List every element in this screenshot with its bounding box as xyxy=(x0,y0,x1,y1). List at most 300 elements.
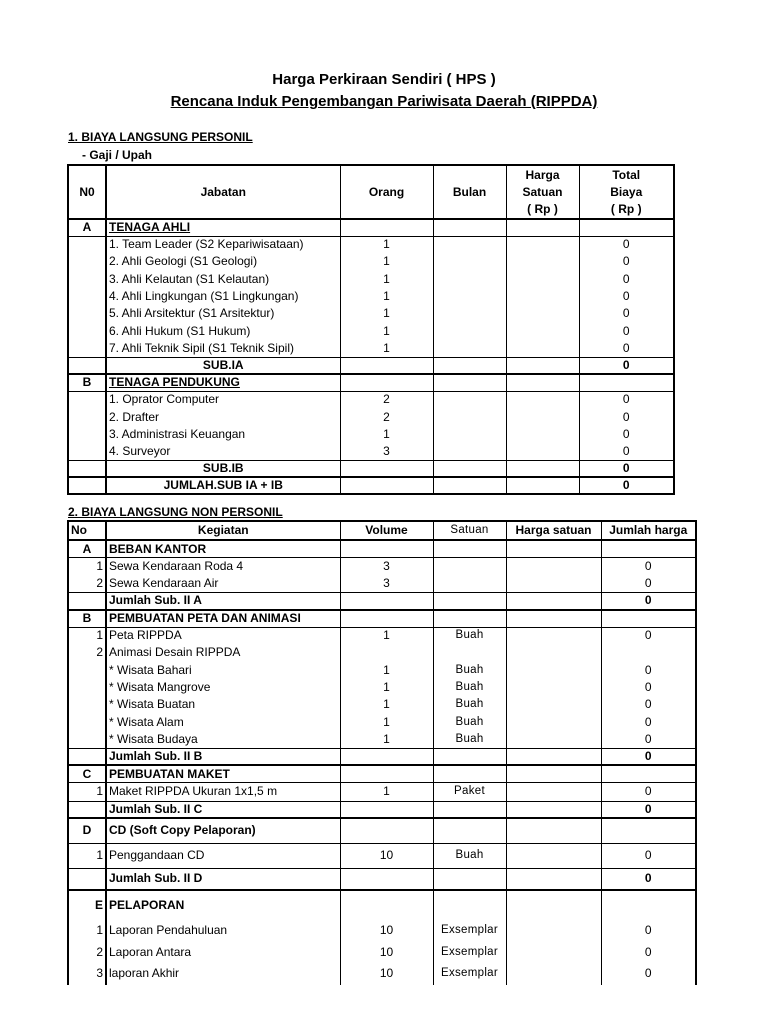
row-no: 2 xyxy=(68,575,106,593)
row-orang: 2 xyxy=(340,408,433,425)
col-harga-header: Harga satuan xyxy=(506,521,601,540)
row-total: 0 xyxy=(579,288,674,305)
row-harga xyxy=(506,575,601,593)
group-header-row xyxy=(68,540,696,558)
table-row xyxy=(68,253,674,270)
row-volume: 10 xyxy=(340,920,433,942)
row-harga xyxy=(506,408,579,425)
empty-cell xyxy=(601,540,696,558)
row-harga xyxy=(506,713,601,730)
col-total-header xyxy=(579,165,674,219)
row-harga xyxy=(506,443,579,460)
empty-cell xyxy=(340,765,433,783)
empty-cell xyxy=(340,818,433,843)
subtotal-satuan-cell xyxy=(433,801,506,818)
empty-cell xyxy=(601,890,696,920)
row-no-cell xyxy=(68,340,106,357)
row-jumlah: 0 xyxy=(601,627,696,644)
empty-cell xyxy=(433,219,506,236)
row-no: 1 xyxy=(68,920,106,942)
empty-cell xyxy=(340,540,433,558)
row-kegiatan: * Wisata Bahari xyxy=(106,662,340,679)
row-kegiatan: * Wisata Buatan xyxy=(106,696,340,713)
row-jumlah: 0 xyxy=(601,662,696,679)
row-harga xyxy=(506,426,579,443)
row-harga xyxy=(506,942,601,964)
row-orang: 2 xyxy=(340,391,433,408)
group-header-row xyxy=(68,610,696,628)
row-jumlah: 0 xyxy=(601,696,696,713)
col-orang-header: Orang xyxy=(340,165,433,219)
table-row xyxy=(68,340,674,357)
row-orang: 1 xyxy=(340,426,433,443)
row-total: 0 xyxy=(579,322,674,339)
sum-label: JUMLAH.SUB IA + IB xyxy=(106,477,340,494)
row-harga xyxy=(506,558,601,576)
subtotal-bulan-cell xyxy=(433,460,506,477)
row-bulan xyxy=(433,408,506,425)
row-kegiatan: Penggandaan CD xyxy=(106,843,340,868)
row-harga xyxy=(506,731,601,748)
row-bulan xyxy=(433,271,506,288)
empty-cell xyxy=(601,818,696,843)
document-title: Harga Perkiraan Sendiri ( HPS ) xyxy=(272,71,496,88)
subtotal-value: 0 xyxy=(601,801,696,818)
group-label: PELAPORAN xyxy=(106,890,340,920)
row-bulan xyxy=(433,236,506,253)
col-no-header: No xyxy=(68,521,106,540)
row-bulan xyxy=(433,340,506,357)
table-row xyxy=(68,288,674,305)
row-no xyxy=(68,713,106,730)
subtotal-row xyxy=(68,868,696,890)
subtotal-volume-cell xyxy=(340,748,433,765)
row-harga xyxy=(506,253,579,270)
row-harga xyxy=(506,305,579,322)
row-jumlah: 0 xyxy=(601,963,696,985)
row-jabatan: 6. Ahli Hukum (S1 Hukum) xyxy=(106,322,340,339)
col-bulan-header: Bulan xyxy=(433,165,506,219)
group-header-row xyxy=(68,765,696,783)
row-satuan: Buah xyxy=(433,731,506,748)
subtotal-value: 0 xyxy=(579,460,674,477)
row-jabatan: 7. Ahli Teknik Sipil (S1 Teknik Sipil) xyxy=(106,340,340,357)
row-total: 0 xyxy=(579,253,674,270)
sum-harga-cell xyxy=(506,477,579,494)
row-no xyxy=(68,662,106,679)
row-kegiatan: * Wisata Alam xyxy=(106,713,340,730)
row-volume: 10 xyxy=(340,963,433,985)
row-no-cell xyxy=(68,408,106,425)
row-no-cell xyxy=(68,288,106,305)
table-row xyxy=(68,443,674,460)
row-kegiatan: Maket RIPPDA Ukuran 1x1,5 m xyxy=(106,783,340,802)
row-jumlah: 0 xyxy=(601,558,696,576)
table-row xyxy=(68,731,696,748)
table-row xyxy=(68,662,696,679)
group-header-row xyxy=(68,374,674,391)
row-satuan: Buah xyxy=(433,679,506,696)
row-no-cell xyxy=(68,426,106,443)
row-total: 0 xyxy=(579,271,674,288)
row-satuan: Buah xyxy=(433,627,506,644)
col-jumlah-header: Jumlah harga xyxy=(601,521,696,540)
row-volume: 1 xyxy=(340,679,433,696)
row-jumlah xyxy=(601,644,696,661)
total-header-line3: ( Rp ) xyxy=(610,201,642,216)
subtotal-satuan-cell xyxy=(433,748,506,765)
subtotal-row xyxy=(68,801,696,818)
row-total: 0 xyxy=(579,305,674,322)
row-satuan: Buah xyxy=(433,713,506,730)
subtotal-label: Jumlah Sub. II A xyxy=(106,593,340,610)
subtotal-bulan-cell xyxy=(433,357,506,374)
subtotal-row xyxy=(68,748,696,765)
row-harga xyxy=(506,696,601,713)
row-volume: 1 xyxy=(340,731,433,748)
table-row xyxy=(68,843,696,868)
row-satuan xyxy=(433,644,506,661)
subtotal-no-cell xyxy=(68,593,106,610)
table-row xyxy=(68,322,674,339)
row-bulan xyxy=(433,322,506,339)
row-volume: 1 xyxy=(340,627,433,644)
subtotal-value: 0 xyxy=(601,868,696,890)
row-jabatan: 1. Oprator Computer xyxy=(106,391,340,408)
table-row xyxy=(68,426,674,443)
subtotal-label: SUB.IB xyxy=(106,460,340,477)
row-satuan xyxy=(433,558,506,576)
empty-cell xyxy=(506,219,579,236)
row-no xyxy=(68,696,106,713)
row-no xyxy=(68,679,106,696)
row-harga xyxy=(506,271,579,288)
sum-value: 0 xyxy=(579,477,674,494)
group-code: D xyxy=(68,818,106,843)
row-kegiatan: Sewa Kendaraan Roda 4 xyxy=(106,558,340,576)
empty-cell xyxy=(433,374,506,391)
row-jabatan: 4. Ahli Lingkungan (S1 Lingkungan) xyxy=(106,288,340,305)
row-total: 0 xyxy=(579,443,674,460)
row-harga xyxy=(506,340,579,357)
row-satuan: Exsemplar xyxy=(433,942,506,964)
subtotal-satuan-cell xyxy=(433,868,506,890)
group-label: BEBAN KANTOR xyxy=(106,540,340,558)
row-bulan xyxy=(433,426,506,443)
row-bulan xyxy=(433,443,506,460)
row-no-cell xyxy=(68,305,106,322)
row-kegiatan: * Wisata Mangrove xyxy=(106,679,340,696)
subtotal-row xyxy=(68,460,674,477)
group-label: TENAGA AHLI xyxy=(106,219,340,236)
group-code: B xyxy=(68,374,106,391)
empty-cell xyxy=(579,219,674,236)
total-header-line1: Total xyxy=(612,167,641,182)
row-satuan: Exsemplar xyxy=(433,963,506,985)
table-row xyxy=(68,942,696,964)
row-harga xyxy=(506,391,579,408)
row-kegiatan: Animasi Desain RIPPDA xyxy=(106,644,340,661)
subtotal-harga-cell xyxy=(506,357,579,374)
row-no: 1 xyxy=(68,783,106,802)
empty-cell xyxy=(340,219,433,236)
subtotal-harga-cell xyxy=(506,801,601,818)
subtotal-row xyxy=(68,357,674,374)
row-bulan xyxy=(433,391,506,408)
row-orang: 1 xyxy=(340,305,433,322)
table-header-row xyxy=(68,165,674,219)
non-personnel-cost-table xyxy=(67,520,697,985)
harga-header-line2: Satuan xyxy=(522,184,563,199)
row-jabatan: 2. Drafter xyxy=(106,408,340,425)
empty-cell xyxy=(340,374,433,391)
group-header-row xyxy=(68,219,674,236)
group-code: A xyxy=(68,540,106,558)
row-harga xyxy=(506,920,601,942)
row-no: 1 xyxy=(68,627,106,644)
subtotal-no-cell xyxy=(68,801,106,818)
row-jumlah: 0 xyxy=(601,679,696,696)
row-satuan: Paket xyxy=(433,783,506,802)
col-kegiatan-header: Kegiatan xyxy=(106,521,340,540)
row-satuan: Buah xyxy=(433,696,506,713)
row-orang: 1 xyxy=(340,236,433,253)
empty-cell xyxy=(506,610,601,628)
group-label: TENAGA PENDUKUNG xyxy=(106,374,340,391)
row-volume: 1 xyxy=(340,713,433,730)
empty-cell xyxy=(433,765,506,783)
section1-subheading: - Gaji / Upah xyxy=(82,148,153,162)
table-row xyxy=(68,408,674,425)
group-code: C xyxy=(68,765,106,783)
subtotal-no-cell xyxy=(68,868,106,890)
subtotal-orang-cell xyxy=(340,460,433,477)
empty-cell xyxy=(506,818,601,843)
row-orang: 1 xyxy=(340,271,433,288)
row-total: 0 xyxy=(579,426,674,443)
row-harga xyxy=(506,644,601,661)
subtotal-no-cell xyxy=(68,460,106,477)
row-total: 0 xyxy=(579,236,674,253)
row-volume: 1 xyxy=(340,783,433,802)
row-jumlah: 0 xyxy=(601,575,696,593)
row-kegiatan: Laporan Pendahuluan xyxy=(106,920,340,942)
row-no: 2 xyxy=(68,942,106,964)
subtotal-label: Jumlah Sub. II C xyxy=(106,801,340,818)
row-orang: 1 xyxy=(340,340,433,357)
row-harga xyxy=(506,843,601,868)
row-jabatan: 2. Ahli Geologi (S1 Geologi) xyxy=(106,253,340,270)
empty-cell xyxy=(433,540,506,558)
row-no: 1 xyxy=(68,843,106,868)
row-orang: 1 xyxy=(340,288,433,305)
sum-no-cell xyxy=(68,477,106,494)
subtotal-no-cell xyxy=(68,357,106,374)
group-header-row xyxy=(68,890,696,920)
subtotal-volume-cell xyxy=(340,593,433,610)
empty-cell xyxy=(579,374,674,391)
empty-cell xyxy=(340,610,433,628)
empty-cell xyxy=(506,765,601,783)
row-harga xyxy=(506,627,601,644)
sum-row xyxy=(68,477,674,494)
row-jumlah: 0 xyxy=(601,942,696,964)
table-row xyxy=(68,271,674,288)
row-jabatan: 4. Surveyor xyxy=(106,443,340,460)
row-bulan xyxy=(433,288,506,305)
group-code: A xyxy=(68,219,106,236)
row-harga xyxy=(506,288,579,305)
col-harga-header xyxy=(506,165,579,219)
subtotal-harga-cell xyxy=(506,593,601,610)
row-jabatan: 3. Ahli Kelautan (S1 Kelautan) xyxy=(106,271,340,288)
table-row xyxy=(68,644,696,661)
sum-orang-cell xyxy=(340,477,433,494)
row-no: 2 xyxy=(68,644,106,661)
subtotal-harga-cell xyxy=(506,868,601,890)
subtotal-value: 0 xyxy=(579,357,674,374)
harga-header-line3: ( Rp ) xyxy=(527,201,558,216)
row-orang: 1 xyxy=(340,253,433,270)
group-label: PEMBUATAN PETA DAN ANIMASI xyxy=(106,610,340,628)
table-header-row xyxy=(68,521,696,540)
row-satuan: Buah xyxy=(433,662,506,679)
row-volume: 1 xyxy=(340,662,433,679)
row-volume xyxy=(340,644,433,661)
row-volume: 3 xyxy=(340,558,433,576)
row-kegiatan: laporan Akhir xyxy=(106,963,340,985)
empty-cell xyxy=(601,765,696,783)
personnel-cost-table xyxy=(67,164,675,495)
row-jabatan: 1. Team Leader (S2 Kepariwisataan) xyxy=(106,236,340,253)
empty-cell xyxy=(506,540,601,558)
table-row xyxy=(68,305,674,322)
table-row xyxy=(68,920,696,942)
empty-cell xyxy=(433,890,506,920)
row-volume: 1 xyxy=(340,696,433,713)
row-jabatan: 5. Ahli Arsitektur (S1 Arsitektur) xyxy=(106,305,340,322)
subtotal-volume-cell xyxy=(340,801,433,818)
total-header-line2: Biaya xyxy=(610,184,643,199)
subtotal-orang-cell xyxy=(340,357,433,374)
section2-heading: 2. BIAYA LANGSUNG NON PERSONIL xyxy=(68,505,283,519)
table-row xyxy=(68,783,696,802)
row-jumlah: 0 xyxy=(601,713,696,730)
table-row xyxy=(68,713,696,730)
row-total: 0 xyxy=(579,408,674,425)
subtotal-volume-cell xyxy=(340,868,433,890)
row-bulan xyxy=(433,253,506,270)
group-header-row xyxy=(68,818,696,843)
empty-cell xyxy=(506,374,579,391)
document-subtitle: Rencana Induk Pengembangan Pariwisata Daerah (RIPPDA) xyxy=(170,93,598,110)
col-jabatan-header: Jabatan xyxy=(106,165,340,219)
row-volume: 10 xyxy=(340,942,433,964)
row-no-cell xyxy=(68,271,106,288)
empty-cell xyxy=(433,818,506,843)
row-no: 1 xyxy=(68,558,106,576)
table-row xyxy=(68,575,696,593)
sum-bulan-cell xyxy=(433,477,506,494)
row-volume: 10 xyxy=(340,843,433,868)
group-label: CD (Soft Copy Pelaporan) xyxy=(106,818,340,843)
col-no-header: N0 xyxy=(68,165,106,219)
table-row xyxy=(68,679,696,696)
subtotal-harga-cell xyxy=(506,748,601,765)
row-no-cell xyxy=(68,236,106,253)
row-jumlah: 0 xyxy=(601,920,696,942)
row-harga xyxy=(506,236,579,253)
group-code: B xyxy=(68,610,106,628)
table-row xyxy=(68,391,674,408)
subtotal-label: Jumlah Sub. II B xyxy=(106,748,340,765)
row-kegiatan: Laporan Antara xyxy=(106,942,340,964)
row-harga xyxy=(506,963,601,985)
harga-header-line1: Harga xyxy=(525,167,560,182)
row-no: 3 xyxy=(68,963,106,985)
row-no xyxy=(68,731,106,748)
subtotal-value: 0 xyxy=(601,593,696,610)
row-kegiatan: Peta RIPPDA xyxy=(106,627,340,644)
row-jumlah: 0 xyxy=(601,783,696,802)
row-harga xyxy=(506,679,601,696)
subtotal-row xyxy=(68,593,696,610)
subtotal-satuan-cell xyxy=(433,593,506,610)
row-harga xyxy=(506,783,601,802)
col-satuan-header: Satuan xyxy=(433,521,506,540)
empty-cell xyxy=(601,610,696,628)
empty-cell xyxy=(340,890,433,920)
table-row xyxy=(68,236,674,253)
subtotal-no-cell xyxy=(68,748,106,765)
row-kegiatan: * Wisata Budaya xyxy=(106,731,340,748)
subtotal-label: SUB.IA xyxy=(106,357,340,374)
table-row xyxy=(68,627,696,644)
table-row xyxy=(68,696,696,713)
row-no-cell xyxy=(68,391,106,408)
empty-cell xyxy=(433,610,506,628)
subtotal-label: Jumlah Sub. II D xyxy=(106,868,340,890)
subtotal-harga-cell xyxy=(506,460,579,477)
row-jumlah: 0 xyxy=(601,843,696,868)
row-harga xyxy=(506,322,579,339)
row-orang: 1 xyxy=(340,322,433,339)
row-jumlah: 0 xyxy=(601,731,696,748)
row-orang: 3 xyxy=(340,443,433,460)
section1-heading: 1. BIAYA LANGSUNG PERSONIL xyxy=(68,130,253,144)
row-total: 0 xyxy=(579,340,674,357)
group-label: PEMBUATAN MAKET xyxy=(106,765,340,783)
row-bulan xyxy=(433,305,506,322)
row-no-cell xyxy=(68,253,106,270)
table-row xyxy=(68,558,696,576)
row-satuan xyxy=(433,575,506,593)
table-row xyxy=(68,963,696,985)
row-jabatan: 3. Administrasi Keuangan xyxy=(106,426,340,443)
row-volume: 3 xyxy=(340,575,433,593)
row-kegiatan: Sewa Kendaraan Air xyxy=(106,575,340,593)
group-code: E xyxy=(68,890,106,920)
row-no-cell xyxy=(68,322,106,339)
col-volume-header: Volume xyxy=(340,521,433,540)
empty-cell xyxy=(506,890,601,920)
row-harga xyxy=(506,662,601,679)
row-satuan: Exsemplar xyxy=(433,920,506,942)
row-total: 0 xyxy=(579,391,674,408)
row-satuan: Buah xyxy=(433,843,506,868)
subtotal-value: 0 xyxy=(601,748,696,765)
row-no-cell xyxy=(68,443,106,460)
